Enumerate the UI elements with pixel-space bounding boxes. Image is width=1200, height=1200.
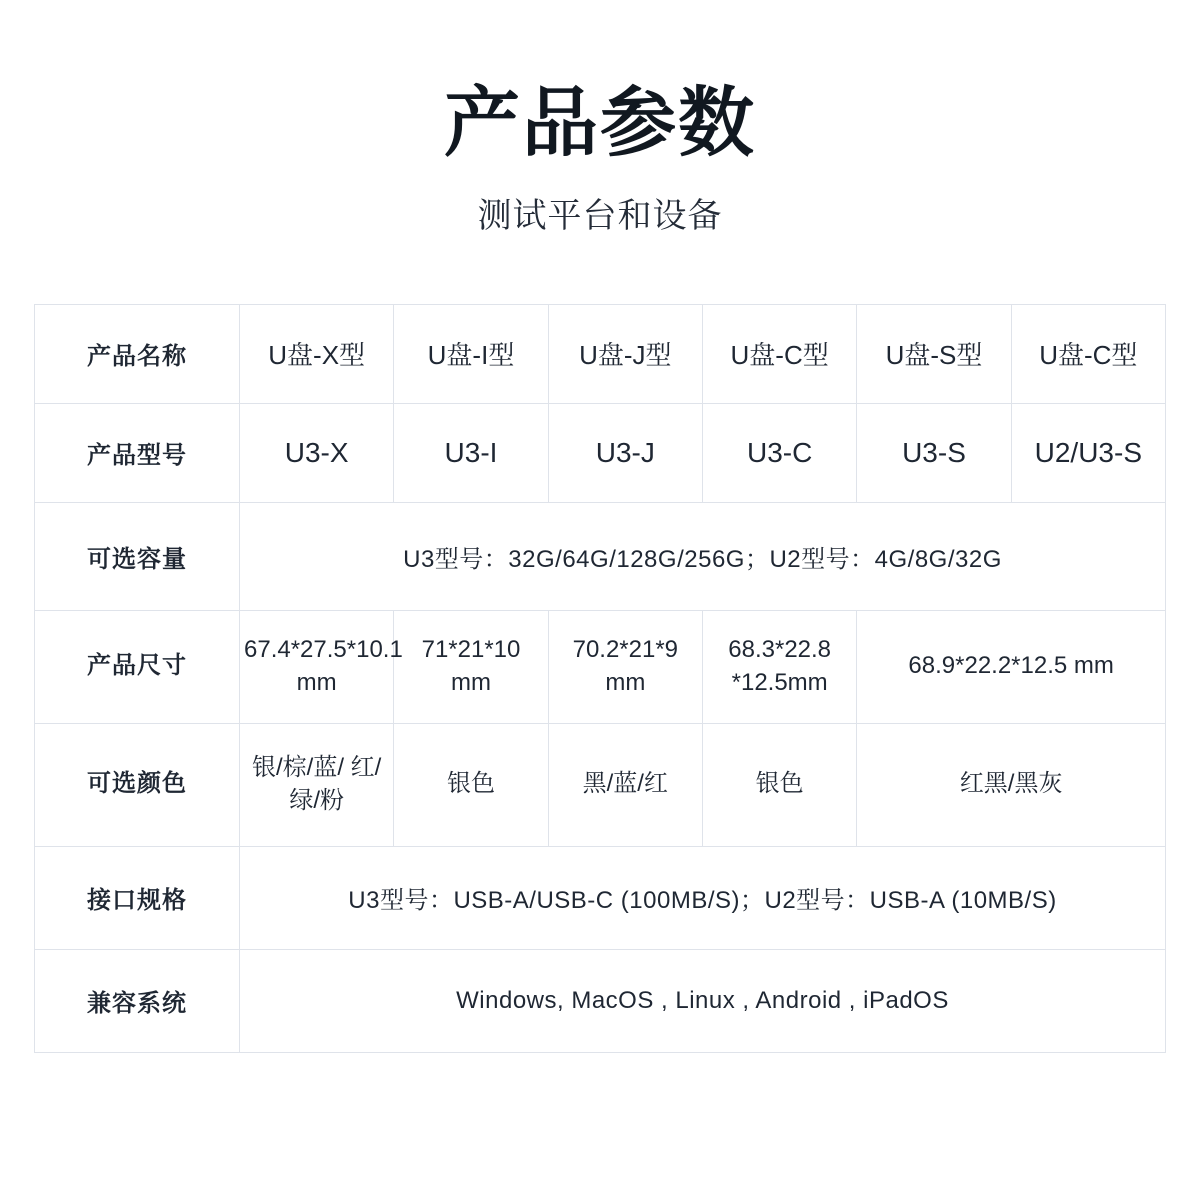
row-label-size: 产品尺寸 (35, 610, 240, 723)
table-row (35, 723, 1166, 846)
cell-model-4: U3-C (702, 403, 856, 502)
cell-name-6: U盘-C型 (1011, 304, 1165, 403)
cell-name-4: U盘-C型 (702, 304, 856, 403)
cell-model-2: U3-I (394, 403, 548, 502)
cell-size-merged: 68.9*22.2*12.5 mm (857, 610, 1166, 723)
spec-table (34, 304, 1166, 1053)
cell-compatibility-merged: Windows, MacOS , Linux , Android , iPadOS (240, 949, 1166, 1052)
cell-model-1: U3-X (240, 403, 394, 502)
spec-table-wrapper (34, 304, 1166, 1053)
table-row (35, 949, 1166, 1052)
table-row (35, 502, 1166, 610)
table-row (35, 610, 1166, 723)
row-label-interface: 接口规格 (35, 846, 240, 949)
cell-name-3: U盘-J型 (548, 304, 702, 403)
cell-color-1: 银/棕/蓝/ 红/绿/粉 (240, 723, 394, 846)
cell-color-3: 黑/蓝/红 (548, 723, 702, 846)
page-subtitle: 测试平台和设备 (477, 196, 723, 235)
cell-model-5: U3-S (857, 403, 1011, 502)
table-row (35, 846, 1166, 949)
cell-size-1: 67.4*27.5*10.1 mm (240, 610, 394, 723)
cell-size-4: 68.3*22.8 *12.5mm (702, 610, 856, 723)
cell-capacity-merged: U3型号：32G/64G/128G/256G；U2型号：4G/8G/32G (240, 502, 1166, 610)
row-label-capacity: 可选容量 (35, 502, 240, 610)
cell-name-5: U盘-S型 (857, 304, 1011, 403)
cell-color-2: 银色 (394, 723, 548, 846)
row-label-compatibility: 兼容系统 (35, 949, 240, 1052)
cell-size-3: 70.2*21*9 mm (548, 610, 702, 723)
page-title: 产品参数 (444, 81, 756, 166)
row-label-model: 产品型号 (35, 403, 240, 502)
cell-color-merged: 红黑/黑灰 (857, 723, 1166, 846)
page-header (0, 0, 1200, 237)
cell-interface-merged: U3型号：USB-A/USB-C (100MB/S)；U2型号：USB-A (10MB/S) (240, 846, 1166, 949)
cell-size-2: 71*21*10 mm (394, 610, 548, 723)
table-row (35, 304, 1166, 403)
cell-name-2: U盘-I型 (394, 304, 548, 403)
table-row (35, 403, 1166, 502)
cell-model-6: U2/U3-S (1011, 403, 1165, 502)
cell-color-4: 银色 (702, 723, 856, 846)
row-label-product-name: 产品名称 (35, 304, 240, 403)
row-label-color: 可选颜色 (35, 723, 240, 846)
cell-model-3: U3-J (548, 403, 702, 502)
cell-name-1: U盘-X型 (240, 304, 394, 403)
